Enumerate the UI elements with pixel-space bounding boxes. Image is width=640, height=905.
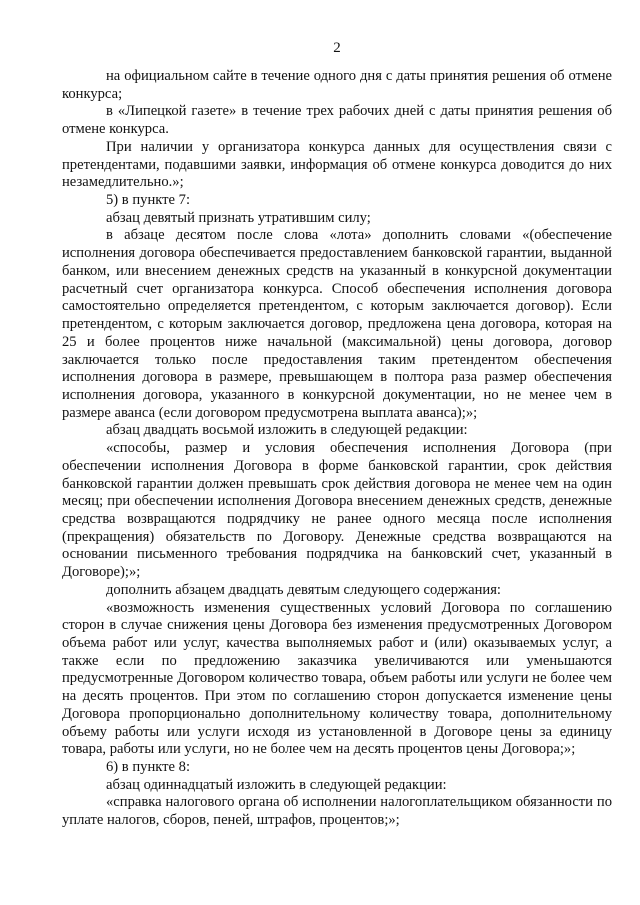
- paragraph: 5) в пункте 7:: [106, 192, 191, 209]
- paragraph: в абзаце десятом после слова «лота» дополнить словами «(обеспечение исполнения договора обеспечивается предоставлением банковской гарантии, выданной банком, или внесением денежных средств на указанный в конкурсной документации расчетный счет организатора конкурса. Способ обеспечения исполнения договора самостоятельно определяется претендентом, с которым заключается договор). Если претендентом, с которым заключается договор, предложена цена договора, которая на 25 и более процентов ниже начальной (максимальной) цены договора, договор заключается только после предоставления таким претендентом обеспечения исполнения договора в размере, превышающем в полтора раза размер обеспечения исполнения договора, указанного в конкурсной документации, но не менее чем в размере аванса (если договором предусмотрена выплата аванса);»;: [62, 227, 612, 421]
- paragraph: При наличии у организатора конкурса данных для осуществления связи с претендентами, подавшими заявки, информация об отмене конкурса доводится до них незамедлительно.»;: [62, 138, 612, 191]
- paragraph: 6) в пункте 8:: [106, 759, 191, 776]
- paragraph: дополнить абзацем двадцать девятым следующего содержания:: [106, 581, 501, 598]
- paragraph: «возможность изменения существенных условий Договора по соглашению сторон в случае снижения цены Договора без изменения предусмотренных Договором объема работ или услуг, качества выполняемых работ и (или) оказываемых услуг, а также если по предложению заказчика увеличиваются или уменьшаются предусмотренные Договором количество товара, объем работы или услуги не более чем на десять процентов. При этом по соглашению сторон допускается изменение цены Договора пропорционально дополнительному количеству товара, дополнительному объему работы или услуги исходя из установленной в Договоре цены за единицу товара, работы или услуги, но не более чем на десять процентов цены Договора;»;: [62, 599, 612, 758]
- paragraph: абзац девятый признать утратившим силу;: [106, 209, 371, 226]
- paragraph: «способы, размер и условия обеспечения исполнения Договора (при обеспечении исполнения Договора в форме банковской гарантии, срок действия банковской гарантии должен превышать срок действия договора не менее чем на один месяц; при обеспечении исполнения Договора внесением денежных средств, денежные средства возвращаются подрядчику не ранее одного месяца после исполнения (прекращения) обязательств по Договору. Денежные средства возвращаются на основании письменного требования подрядчика на банковский счет, указанный в Договоре);»;: [62, 440, 612, 581]
- paragraph: в «Липецкой газете» в течение трех рабочих дней с даты принятия решения об отмене конкурса.: [62, 103, 612, 138]
- paragraph: на официальном сайте в течение одного дня с даты принятия решения об отмене конкурса;: [62, 68, 612, 102]
- page-number: 2: [333, 40, 341, 56]
- paragraph: «справка налогового органа об исполнении налогоплательщиком обязанности по уплате налогов, сборов, пеней, штрафов, процентов;»;: [62, 794, 612, 829]
- document-body: [62, 68, 612, 830]
- paragraph: абзац одиннадцатый изложить в следующей редакции:: [106, 776, 447, 793]
- paragraph: абзац двадцать восьмой изложить в следующей редакции:: [106, 422, 468, 439]
